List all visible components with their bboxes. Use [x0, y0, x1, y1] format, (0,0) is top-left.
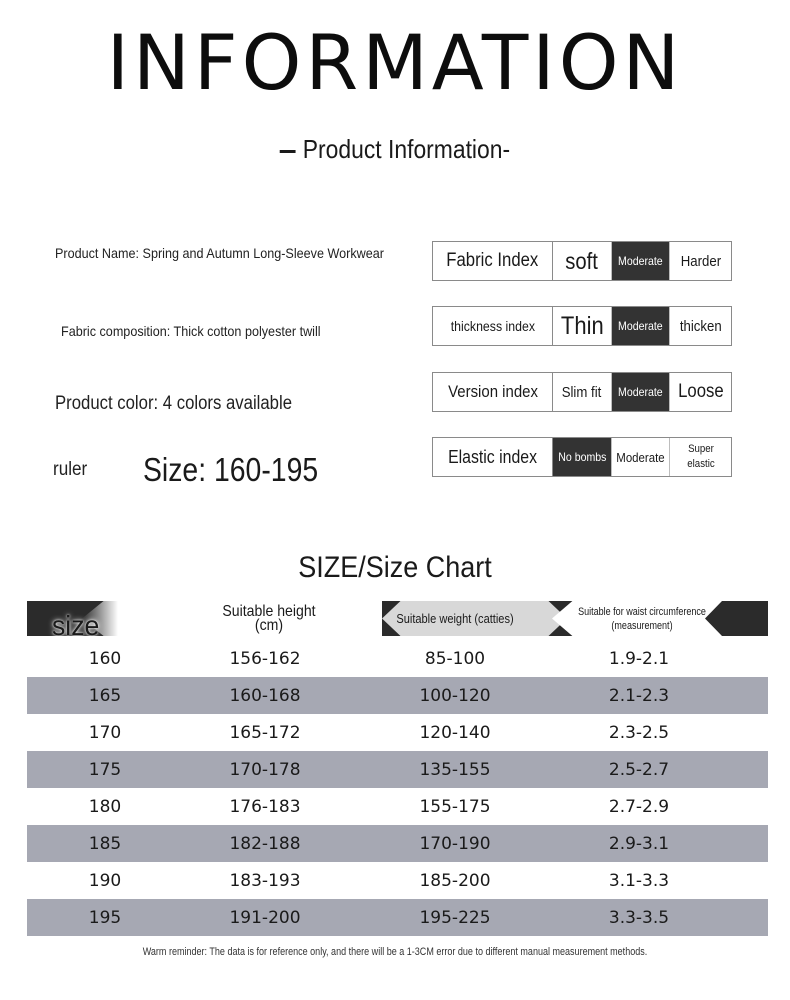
index-option-selected: Moderate	[612, 373, 671, 411]
index-option-selected: Moderate	[612, 242, 671, 280]
table-row	[27, 677, 768, 714]
header-size: size	[52, 610, 100, 641]
page-title: INFORMATION	[106, 18, 684, 107]
index-name: Fabric Index	[433, 242, 553, 280]
cell-weight: 120-140	[419, 722, 491, 743]
index-option: soft	[553, 242, 612, 280]
cell-size: 195	[88, 907, 122, 928]
cell-size: 180	[88, 796, 122, 817]
cell-waist: 2.7-2.9	[608, 796, 670, 817]
warm-reminder-note: Warm reminder: The data is for reference only, and there will be a 1-3CM error due to different manual measurement methods.	[142, 946, 648, 958]
index-name: Version index	[433, 373, 553, 411]
table-row	[27, 899, 768, 936]
table-row	[27, 751, 768, 788]
table-row	[27, 788, 768, 825]
index-option-selected: No bombs	[553, 438, 612, 476]
cell-weight: 170-190	[419, 833, 491, 854]
cell-weight: 185-200	[419, 870, 491, 891]
cell-weight: 155-175	[419, 796, 491, 817]
header-weight: Suitable weight (catties)	[396, 610, 514, 626]
cell-size: 160	[88, 648, 122, 669]
dash-decoration	[280, 150, 296, 153]
elastic-index-box	[432, 437, 732, 477]
header-band	[82, 601, 202, 636]
table-row	[27, 640, 768, 677]
cell-weight: 100-120	[419, 685, 491, 706]
header-height: Suitable height (cm)	[222, 602, 316, 634]
section-subtitle	[47, 132, 742, 166]
cell-size: 190	[88, 870, 122, 891]
cell-waist: 2.1-2.3	[608, 685, 670, 706]
cell-height: 191-200	[229, 907, 301, 928]
product-name-label: Product Name: Spring and Autumn Long-Sleeve Workwear	[55, 245, 384, 261]
cell-weight: 135-155	[419, 759, 491, 780]
cell-height: 156-162	[229, 648, 301, 669]
header-waist: Suitable for waist circumference (measurement)	[578, 605, 706, 632]
size-range-label: Size: 160-195	[143, 451, 319, 488]
fabric-composition-label: Fabric composition: Thick cotton polyester twill	[61, 323, 321, 339]
cell-height: 170-178	[229, 759, 301, 780]
index-option: Slim fit	[553, 373, 612, 411]
ruler-label: ruler	[53, 459, 88, 480]
cell-size: 175	[88, 759, 122, 780]
cell-waist: 3.3-3.5	[608, 907, 670, 928]
cell-height: 165-172	[229, 722, 301, 743]
cell-waist: 1.9-2.1	[608, 648, 670, 669]
version-index-box	[432, 372, 732, 412]
cell-height: 160-168	[229, 685, 301, 706]
product-color-label: Product color: 4 colors available	[55, 393, 292, 414]
index-option: thicken	[679, 317, 722, 335]
index-option: Moderate	[612, 438, 671, 476]
cell-waist: 2.9-3.1	[608, 833, 670, 854]
cell-height: 182-188	[229, 833, 301, 854]
subtitle-text: Product Information-	[302, 134, 511, 164]
table-row	[27, 825, 768, 862]
thickness-index-box	[432, 306, 732, 346]
index-name: thickness index	[433, 307, 553, 345]
fabric-index-box	[432, 241, 732, 281]
index-option: Harder	[680, 252, 721, 270]
cell-waist: 3.1-3.3	[608, 870, 670, 891]
cell-waist: 2.3-2.5	[608, 722, 670, 743]
index-option: Loose	[677, 381, 724, 402]
cell-height: 183-193	[229, 870, 301, 891]
cell-weight: 195-225	[419, 907, 491, 928]
cell-size: 185	[88, 833, 122, 854]
index-option: Super elastic	[686, 443, 715, 470]
size-chart-header	[27, 601, 768, 636]
cell-height: 176-183	[229, 796, 301, 817]
cell-waist: 2.5-2.7	[608, 759, 670, 780]
size-chart-title: SIZE/Size Chart	[298, 551, 492, 584]
cell-weight: 85-100	[424, 648, 486, 669]
index-name: Elastic index	[433, 438, 553, 476]
cell-size: 170	[88, 722, 122, 743]
table-row	[27, 714, 768, 751]
index-option-selected: Moderate	[612, 307, 671, 345]
size-chart-table	[27, 640, 768, 936]
index-option: Thin	[553, 307, 612, 345]
table-row	[27, 862, 768, 899]
cell-size: 165	[88, 685, 122, 706]
